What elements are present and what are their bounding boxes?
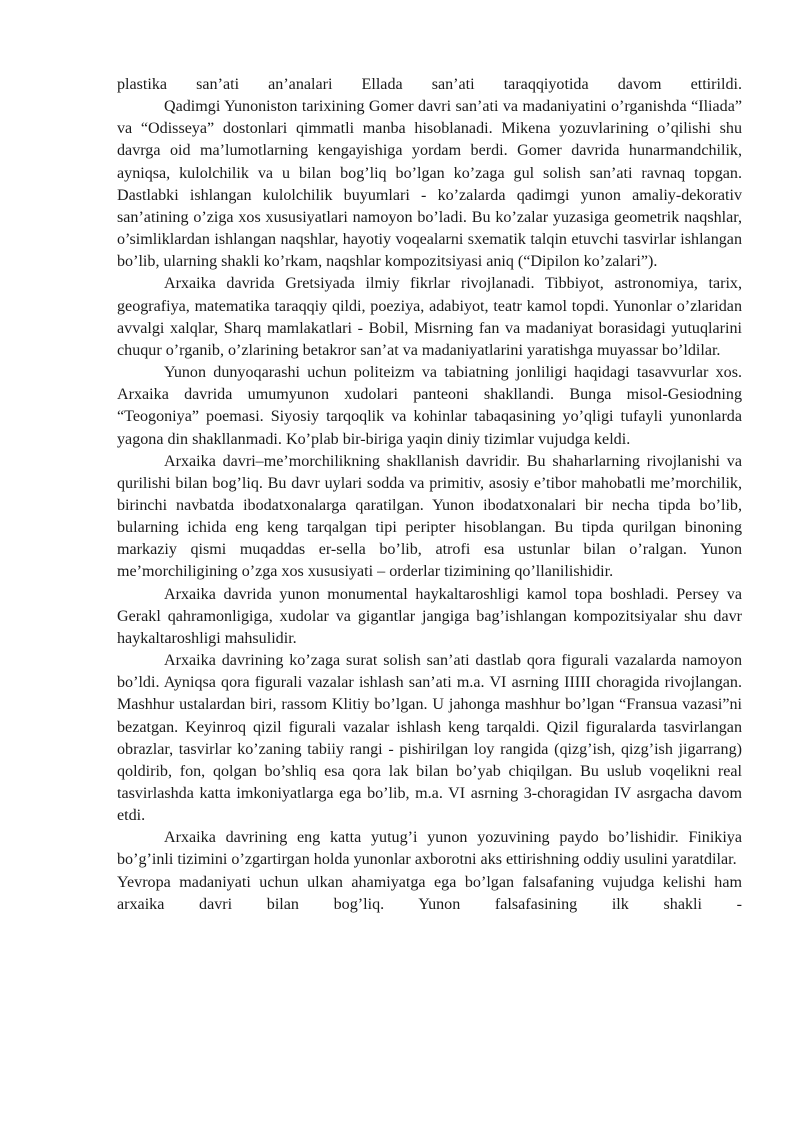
- paragraph-3: Arxaika davrida Gretsiyada ilmiy fikrlar rivojlanadi. Tibbiyot, astronomiya, tarix, geografiya, matematika taraqqiy qildi, poeziya, adabiyot, teatr kamol topdi. Yunonlar o’zlaridan avvalgi xalqlar, Sharq mamlakatlari - Bobil, Misrning fan va madaniyat borasidagi yutuqlarini chuqur o’rganib, o’zlarining betakror san’at va madaniyatlarini yaratishga muyassar bo’ldilar.: [117, 275, 742, 359]
- paragraph-7: Arxaika davrining ko’zaga surat solish san’ati dastlab qora figurali vazalarda namoyon bo’ldi. Ayniqsa qora figurali vazalar ishlash san’ati m.a. VI asrning IIIII choragida rivojlangan. Mashhur ustalardan biri, rassom Klitiy bo’lgan. U jahonga mashhur bo’lgan “Fransua vazasi”ni bezatgan. Keyinroq qizil figurali vazalar ishlash keng tarqaldi. Qizil figuralarda tasvirlangan obrazlar, tasvirlar ko’zaning tabiiy rangi - pishirilgan loy rangida (qizg’ish, qizg’ish jigarrang) qoldirib, fon, qolgan bo’shliq esa qora lak bilan bo’yab chiqilgan. Bu uslub voqelikni real tasvirlashda katta imkoniyatlarga ega bo’lib, m.a. VI asrning 3-choragidan IV asrgacha davom etdi.: [117, 652, 742, 825]
- paragraph-1: plastika san’ati an’analari Ellada san’ati taraqqiyotida davom ettirildi.: [117, 76, 742, 93]
- paragraph-9: Yevropa madaniyati uchun ulkan ahamiyatga ega bo’lgan falsafaning vujudga kelishi ham arxaika davri bilan bog’liq. Yunon falsafasining ilk shakli -: [117, 873, 742, 913]
- paragraph-5: Arxaika davri–me’morchilikning shakllanish davridir. Bu shaharlarning rivojlanishi va qurilishi bilan bog’liq. Bu davr uylari sodda va primitiv, asosiy e’tibor mahobatli me’morchilik, birinchi navbatda ibodatxonalarga qaratilgan. Yunon ibodatxonalari bir necha tipda bo’lib, bularning ichida eng keng tarqalgan tipi peripter hisoblangan. Bu tipda qurilgan binoning markaziy qismi muqaddas er-sella bo’lib, atrofi esa ustunlar bilan o’ralgan. Yunon me’morchiligining o’zga xos xususiyati – orderlar tizimining qo’llanilishidir.: [117, 452, 742, 581]
- paragraph-2: Qadimgi Yunoniston tarixining Gomer davri san’ati va madaniyatini o’rganishda “Iliada” va “Odisseya” dostonlari qimmatli manba hisoblanadi. Mikena yozuvlarining o’qilishi shu davrga oid ma’lumotlarning kengayishiga yordam berdi. Gomer davrida hunarmandchilik, ayniqsa, kulolchilik va u bilan bog’liq bo’lgan ko’zaga gul solish san’ati ravnaq topgan. Dastlabki ishlangan kulolchilik buyumlari - ko’zalarda qadimgi yunon amaliy-dekorativ san’atining o’ziga xos xususiyatlari namoyon bo’ladi. Bu ko’zalar yuzasiga geometrik naqshlar, o’simliklardan ishlangan naqshlar, hayotiy voqealarni sxematik talqin etuvchi tasvirlar ishlangan bo’lib, ularning shakli ko’rkam, naqshlar kompozitsiyasi aniq (“Dipilon ko’zalari”).: [117, 98, 742, 271]
- paragraph-6: Arxaika davrida yunon monumental haykaltaroshligi kamol topa boshladi. Persey va Gerakl qahramonligiga, xudolar va gigantlar jangiga bag’ishlangan kompozitsiyalar shu davr haykaltaroshligi mahsulidir.: [117, 585, 742, 647]
- document-page: [117, 74, 742, 916]
- paragraph-8: Arxaika davrining eng katta yutug’i yunon yozuvining paydo bo’lishidir. Finikiya bo’g’inli tizimini o’zgartirgan holda yunonlar axborotni aks ettirishning oddiy usulini yaratdilar.: [117, 829, 742, 869]
- paragraph-4: Yunon dunyoqarashi uchun politeizm va tabiatning jonliligi haqidagi tasavvurlar xos. Arxaika davrida umumyunon xudolari panteoni shakllandi. Bunga misol-Gesiodning “Teogoniya” poemasi. Siyosiy tarqoqlik va kohinlar tabaqasining yo’qligi tufayli yunonlarda yagona din shakllanmadi. Ko’plab bir-biriga yaqin diniy tizimlar vujudga keldi.: [117, 364, 742, 448]
